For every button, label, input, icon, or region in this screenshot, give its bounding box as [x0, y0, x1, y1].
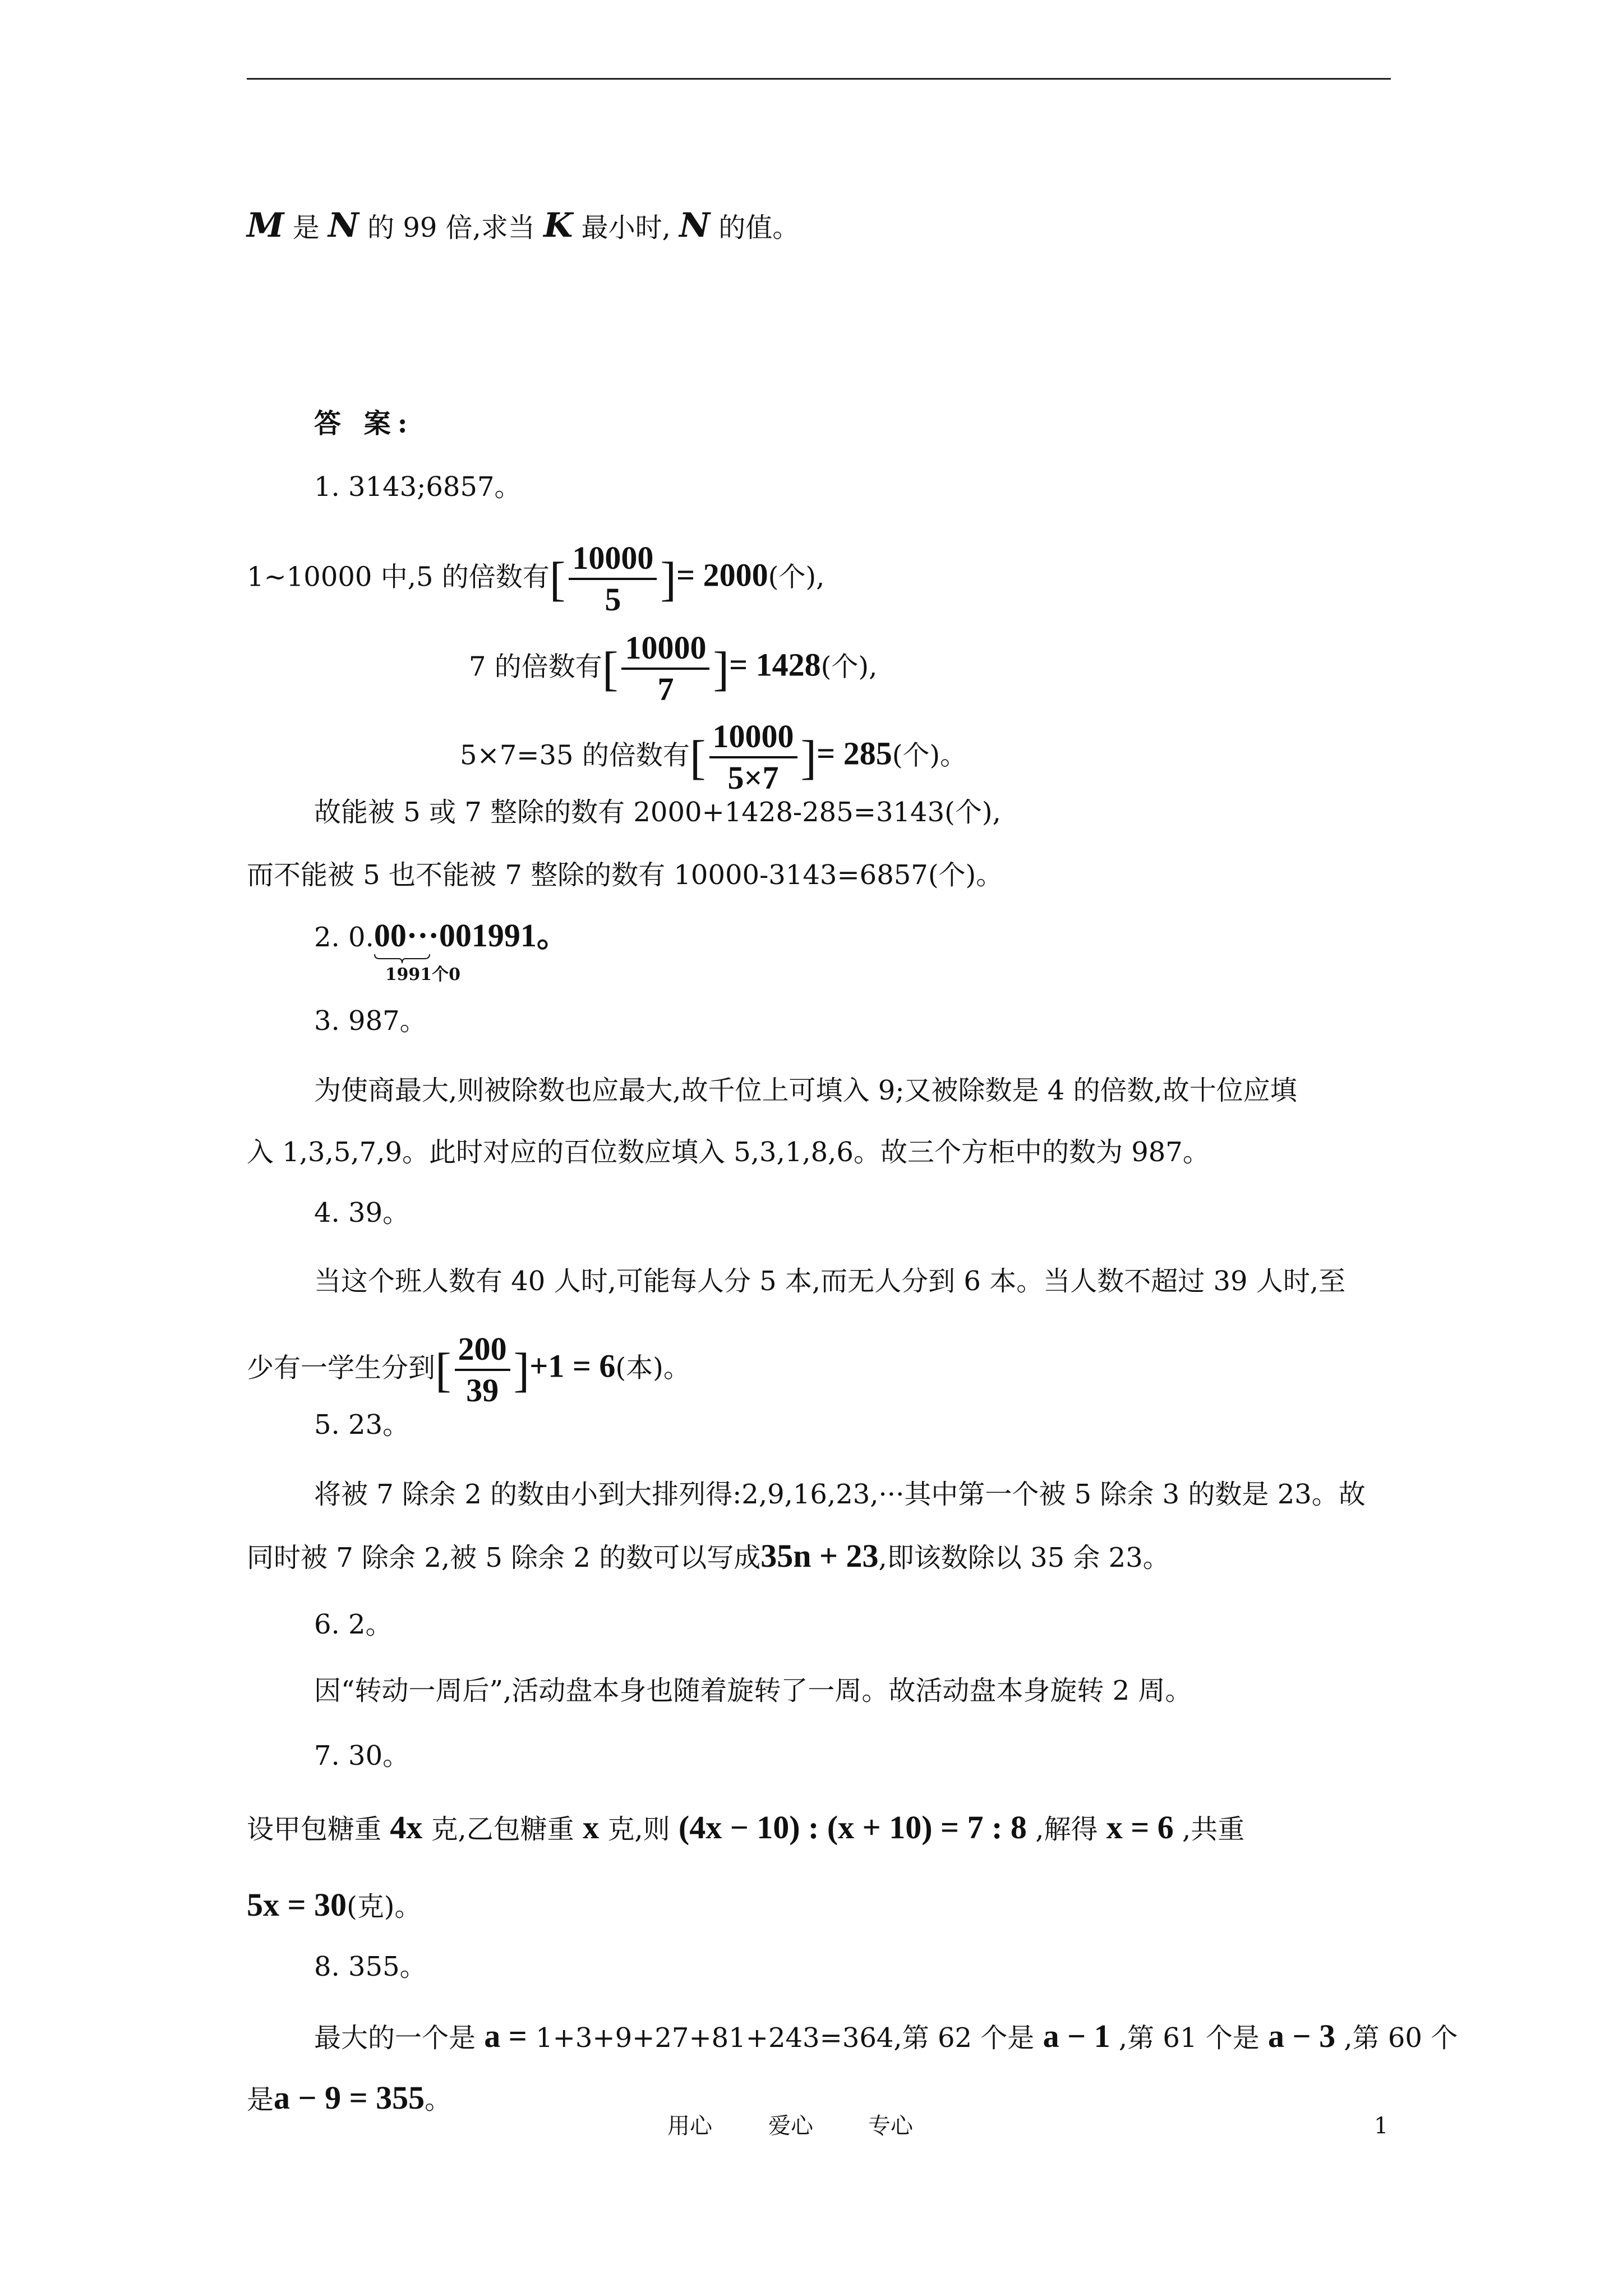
fraction: $\frac{10000}{5\times 7}$: [709, 717, 797, 798]
answer-8-line-2: 是a − 9 = 355。: [247, 2079, 452, 2116]
answer-7-line-2: 5x = 30(克)。: [247, 1887, 422, 1923]
answer-5-line-2: 同时被 7 除余 2,被 5 除余 2 的数可以写成35n + 23,即该数除以 35 余 23。: [247, 1538, 1170, 1574]
answer-6-head: 6. 2。: [314, 1609, 393, 1640]
var-K: K: [543, 206, 573, 245]
answer-4-line-1: 当这个班人数有 40 人时,可能每人分 5 本,而无人分到 6 本。当人数不超过 39 人时,至: [314, 1266, 1346, 1297]
var-M: M: [247, 206, 284, 245]
footer-yongxin: 用心: [667, 2113, 712, 2139]
answer-1-line-5: 而不能被 5 也不能被 7 整除的数有 10000-3143=6857(个)。: [247, 859, 1003, 891]
answer-3-line-1: 为使商最大,则被除数也应最大,故千位上可填入 9;又被除数是 4 的倍数,故十位应填: [314, 1075, 1297, 1106]
formula: (4x − 10) : (x + 10) = 7 : 8: [678, 1809, 1027, 1846]
answer-3-head: 3. 987。: [314, 1005, 427, 1037]
header-rule: [247, 78, 1391, 80]
answer-1-line-2: 7 的倍数有[ $\frac{10000}{7}$ ]= 1428(个),: [469, 628, 877, 709]
answer-6-line-1: 因“转动一周后”,活动盘本身也随着旋转了一周。故活动盘本身旋转 2 周。: [314, 1675, 1192, 1706]
answer-5-head: 5. 23。: [314, 1409, 410, 1441]
answer-3-line-2: 入 1,3,5,7,9。此时对应的百位数应填入 5,3,1,8,6。故三个方柜中的数为 987。: [247, 1137, 1210, 1168]
answer-7-head: 7. 30。: [314, 1740, 410, 1772]
var-N2: N: [679, 206, 710, 245]
fraction: $\frac{10000}{7}$: [621, 628, 709, 709]
answers-title: 答 案:: [314, 408, 414, 439]
fraction: $\frac{10000}{5}$: [569, 539, 657, 619]
underbrace-group: 00···00 1991个0: [374, 917, 472, 984]
answer-8-head: 8. 355。: [314, 1951, 427, 1982]
footer-aixin: 爱心: [768, 2113, 813, 2139]
footer-zhuanxin: 专心: [868, 2113, 913, 2139]
fraction: $\frac{200}{39}$: [455, 1329, 510, 1410]
answer-1-line-4: 故能被 5 或 7 整除的数有 2000+1428-285=3143(个),: [314, 797, 1001, 828]
answer-4-line-2: 少有一学生分到[ $\frac{200}{39}$ ]+1 = 6(本)。: [247, 1329, 690, 1410]
answer-1-line-3: 5×7=35 的倍数有[ $\frac{10000}{5\times 7}$ ]= 285(个)。: [460, 717, 967, 798]
answer-1-head: 1. 3143;6857。: [314, 471, 522, 503]
answer-5-line-1: 将被 7 除余 2 的数由小到大排列得:2,9,16,23,···其中第一个被 5 除余 3 的数是 23。故: [314, 1479, 1366, 1510]
answer-1-line-1: 1~10000 中,5 的倍数有[ $\frac{10000}{5}$ ]= 2000(个),: [247, 539, 824, 619]
answer-8-line-1: 最大的一个是 a = 1+3+9+27+81+243=364,第 62 个是 a − 1 ,第 61 个是 a − 3 ,第 60 个: [314, 2018, 1458, 2054]
var-N: N: [328, 206, 359, 245]
answer-4-head: 4. 39。: [314, 1197, 410, 1228]
answer-7-line-1: 设甲包糖重 4x 克,乙包糖重 x 克,则 (4x − 10) : (x + 10) = 7 : 8 ,解得 x = 6 ,共重: [247, 1809, 1245, 1846]
question-tail: M 是 N 的 99 倍,求当 K 最小时, N 的值。: [247, 206, 800, 245]
page-number: 1: [1374, 2113, 1389, 2139]
answer-2-head: 2. 0.00···00 1991个0 1991。: [314, 917, 569, 984]
underbrace: [374, 954, 430, 964]
formula: 35n + 23: [760, 1538, 879, 1574]
